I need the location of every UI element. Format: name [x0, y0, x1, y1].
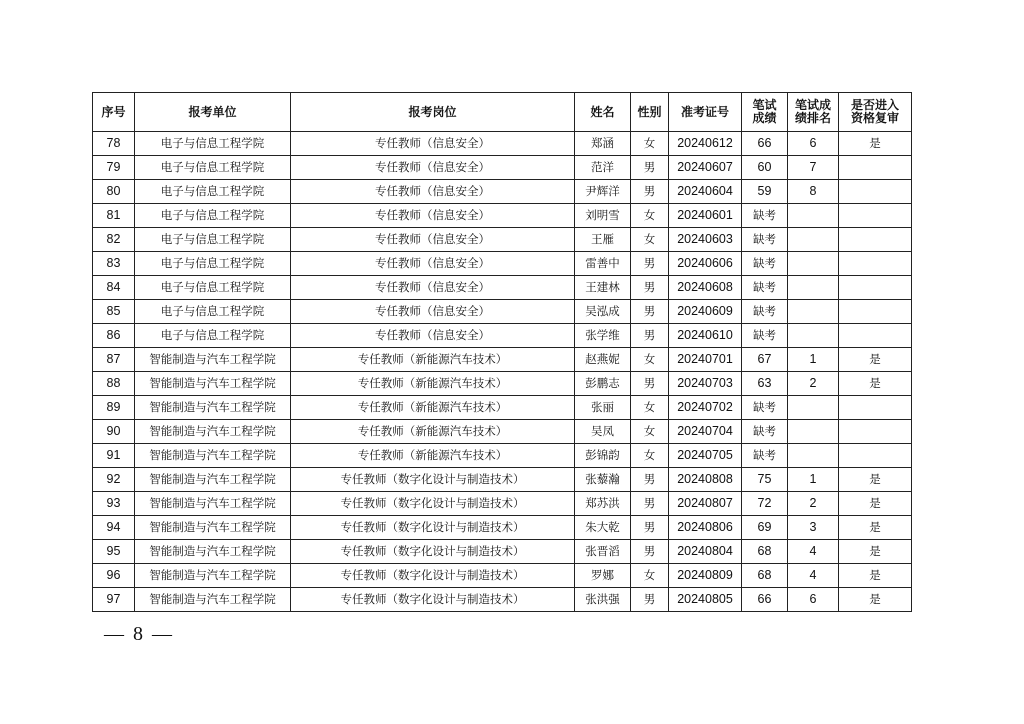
cell-rank [788, 324, 839, 348]
table-row [93, 348, 912, 372]
table-row [93, 276, 912, 300]
cell-no: 92 [93, 468, 135, 492]
cell-gender: 女 [631, 348, 669, 372]
cell-review: 是 [839, 516, 912, 540]
cell-position: 专任教师（信息安全） [291, 132, 575, 156]
cell-no: 83 [93, 252, 135, 276]
header-score-line2: 成绩 [752, 111, 777, 125]
cell-rank: 1 [788, 468, 839, 492]
cell-review: 是 [839, 492, 912, 516]
table-row [93, 540, 912, 564]
header-ticket: 准考证号 [669, 93, 742, 132]
cell-ticket: 20240609 [669, 300, 742, 324]
page-number: — 8 — [104, 623, 174, 645]
cell-score: 68 [742, 564, 788, 588]
cell-name: 吴泓成 [575, 300, 631, 324]
cell-score: 63 [742, 372, 788, 396]
cell-name: 彭鹏志 [575, 372, 631, 396]
cell-ticket: 20240702 [669, 396, 742, 420]
cell-ticket: 20240608 [669, 276, 742, 300]
cell-unit: 电子与信息工程学院 [135, 276, 291, 300]
cell-position: 专任教师（数字化设计与制造技术） [291, 564, 575, 588]
cell-ticket: 20240607 [669, 156, 742, 180]
cell-name: 王建林 [575, 276, 631, 300]
cell-rank: 2 [788, 492, 839, 516]
cell-ticket: 20240610 [669, 324, 742, 348]
cell-rank: 6 [788, 132, 839, 156]
cell-gender: 男 [631, 588, 669, 612]
cell-no: 93 [93, 492, 135, 516]
cell-position: 专任教师（信息安全） [291, 180, 575, 204]
cell-gender: 女 [631, 564, 669, 588]
table-row [93, 396, 912, 420]
cell-ticket: 20240606 [669, 252, 742, 276]
cell-gender: 男 [631, 468, 669, 492]
cell-position: 专任教师（新能源汽车技术） [291, 420, 575, 444]
cell-unit: 智能制造与汽车工程学院 [135, 540, 291, 564]
cell-position: 专任教师（数字化设计与制造技术） [291, 516, 575, 540]
cell-ticket: 20240807 [669, 492, 742, 516]
cell-gender: 男 [631, 252, 669, 276]
cell-review [839, 324, 912, 348]
cell-review [839, 396, 912, 420]
cell-ticket: 20240805 [669, 588, 742, 612]
cell-review [839, 156, 912, 180]
table-row [93, 204, 912, 228]
table-row [93, 252, 912, 276]
cell-unit: 电子与信息工程学院 [135, 156, 291, 180]
cell-score: 缺考 [742, 300, 788, 324]
header-no: 序号 [93, 93, 135, 132]
cell-score: 67 [742, 348, 788, 372]
cell-gender: 男 [631, 276, 669, 300]
cell-score: 缺考 [742, 228, 788, 252]
cell-name: 张晋滔 [575, 540, 631, 564]
cell-rank: 4 [788, 540, 839, 564]
table-row [93, 468, 912, 492]
cell-review [839, 204, 912, 228]
cell-rank [788, 300, 839, 324]
cell-rank: 3 [788, 516, 839, 540]
cell-score: 缺考 [742, 252, 788, 276]
cell-unit: 电子与信息工程学院 [135, 228, 291, 252]
cell-no: 97 [93, 588, 135, 612]
cell-score: 缺考 [742, 444, 788, 468]
cell-ticket: 20240603 [669, 228, 742, 252]
cell-gender: 女 [631, 444, 669, 468]
cell-no: 80 [93, 180, 135, 204]
cell-position: 专任教师（数字化设计与制造技术） [291, 588, 575, 612]
header-rank [788, 93, 839, 132]
cell-score: 66 [742, 132, 788, 156]
cell-rank [788, 228, 839, 252]
cell-gender: 男 [631, 300, 669, 324]
cell-gender: 男 [631, 180, 669, 204]
cell-position: 专任教师（信息安全） [291, 324, 575, 348]
header-rank-line1: 笔试成 [794, 98, 831, 112]
cell-ticket: 20240604 [669, 180, 742, 204]
header-rank-line2: 绩排名 [794, 111, 831, 125]
cell-gender: 女 [631, 132, 669, 156]
cell-unit: 智能制造与汽车工程学院 [135, 468, 291, 492]
cell-unit: 智能制造与汽车工程学院 [135, 372, 291, 396]
cell-review [839, 300, 912, 324]
cell-score: 72 [742, 492, 788, 516]
cell-ticket: 20240703 [669, 372, 742, 396]
cell-ticket: 20240806 [669, 516, 742, 540]
cell-unit: 智能制造与汽车工程学院 [135, 396, 291, 420]
cell-score: 59 [742, 180, 788, 204]
cell-ticket: 20240612 [669, 132, 742, 156]
table-row [93, 300, 912, 324]
cell-rank [788, 444, 839, 468]
table-row [93, 180, 912, 204]
cell-gender: 女 [631, 396, 669, 420]
cell-gender: 男 [631, 540, 669, 564]
header-review [839, 93, 912, 132]
cell-rank [788, 276, 839, 300]
cell-position: 专任教师（数字化设计与制造技术） [291, 468, 575, 492]
cell-rank: 1 [788, 348, 839, 372]
cell-name: 朱大乾 [575, 516, 631, 540]
cell-name: 范洋 [575, 156, 631, 180]
cell-ticket: 20240705 [669, 444, 742, 468]
cell-position: 专任教师（新能源汽车技术） [291, 444, 575, 468]
cell-score: 缺考 [742, 276, 788, 300]
cell-rank: 6 [788, 588, 839, 612]
cell-rank: 2 [788, 372, 839, 396]
cell-unit: 电子与信息工程学院 [135, 252, 291, 276]
cell-name: 吴凤 [575, 420, 631, 444]
cell-review: 是 [839, 372, 912, 396]
cell-review [839, 180, 912, 204]
cell-review: 是 [839, 564, 912, 588]
cell-gender: 女 [631, 204, 669, 228]
cell-score: 缺考 [742, 420, 788, 444]
cell-unit: 智能制造与汽车工程学院 [135, 516, 291, 540]
cell-position: 专任教师（信息安全） [291, 276, 575, 300]
cell-unit: 智能制造与汽车工程学院 [135, 588, 291, 612]
cell-ticket: 20240804 [669, 540, 742, 564]
cell-no: 86 [93, 324, 135, 348]
cell-unit: 智能制造与汽车工程学院 [135, 492, 291, 516]
cell-name: 王雁 [575, 228, 631, 252]
cell-no: 79 [93, 156, 135, 180]
cell-position: 专任教师（数字化设计与制造技术） [291, 540, 575, 564]
cell-review [839, 228, 912, 252]
cell-gender: 男 [631, 372, 669, 396]
cell-unit: 电子与信息工程学院 [135, 204, 291, 228]
cell-rank: 4 [788, 564, 839, 588]
cell-review [839, 276, 912, 300]
cell-rank [788, 204, 839, 228]
cell-no: 81 [93, 204, 135, 228]
cell-name: 尹辉洋 [575, 180, 631, 204]
cell-no: 89 [93, 396, 135, 420]
cell-review: 是 [839, 468, 912, 492]
table-row [93, 132, 912, 156]
cell-position: 专任教师（信息安全） [291, 252, 575, 276]
cell-name: 张学维 [575, 324, 631, 348]
cell-review: 是 [839, 132, 912, 156]
table-row [93, 516, 912, 540]
header-unit: 报考单位 [135, 93, 291, 132]
table-row [93, 420, 912, 444]
table-row [93, 324, 912, 348]
cell-rank: 8 [788, 180, 839, 204]
header-review-line1: 是否进入 [850, 98, 899, 112]
cell-name: 郑涵 [575, 132, 631, 156]
cell-ticket: 20240809 [669, 564, 742, 588]
cell-unit: 智能制造与汽车工程学院 [135, 444, 291, 468]
cell-unit: 电子与信息工程学院 [135, 132, 291, 156]
table-row [93, 444, 912, 468]
header-row [93, 93, 912, 132]
cell-unit: 智能制造与汽车工程学院 [135, 564, 291, 588]
table-row [93, 564, 912, 588]
table-row [93, 492, 912, 516]
cell-review [839, 420, 912, 444]
cell-name: 赵燕妮 [575, 348, 631, 372]
cell-no: 94 [93, 516, 135, 540]
cell-unit: 电子与信息工程学院 [135, 300, 291, 324]
header-review-line2: 资格复审 [850, 111, 899, 125]
table-row [93, 372, 912, 396]
cell-no: 88 [93, 372, 135, 396]
table-body [93, 132, 912, 612]
cell-score: 缺考 [742, 396, 788, 420]
results-table [92, 92, 912, 612]
cell-no: 95 [93, 540, 135, 564]
cell-gender: 女 [631, 228, 669, 252]
table-row [93, 588, 912, 612]
cell-review [839, 444, 912, 468]
cell-no: 96 [93, 564, 135, 588]
cell-score: 缺考 [742, 324, 788, 348]
cell-unit: 智能制造与汽车工程学院 [135, 348, 291, 372]
header-name: 姓名 [575, 93, 631, 132]
header-position: 报考岗位 [291, 93, 575, 132]
cell-review: 是 [839, 348, 912, 372]
cell-no: 84 [93, 276, 135, 300]
cell-no: 87 [93, 348, 135, 372]
cell-position: 专任教师（信息安全） [291, 228, 575, 252]
cell-gender: 男 [631, 492, 669, 516]
cell-name: 张丽 [575, 396, 631, 420]
cell-gender: 男 [631, 324, 669, 348]
cell-position: 专任教师（新能源汽车技术） [291, 372, 575, 396]
cell-position: 专任教师（信息安全） [291, 156, 575, 180]
cell-position: 专任教师（新能源汽车技术） [291, 348, 575, 372]
cell-unit: 智能制造与汽车工程学院 [135, 420, 291, 444]
cell-no: 90 [93, 420, 135, 444]
cell-gender: 女 [631, 420, 669, 444]
header-score-line1: 笔试 [752, 98, 777, 112]
cell-unit: 电子与信息工程学院 [135, 180, 291, 204]
cell-review: 是 [839, 588, 912, 612]
cell-name: 张藜瀚 [575, 468, 631, 492]
cell-rank [788, 252, 839, 276]
cell-name: 刘明雪 [575, 204, 631, 228]
cell-position: 专任教师（数字化设计与制造技术） [291, 492, 575, 516]
cell-rank: 7 [788, 156, 839, 180]
header-gender: 性别 [631, 93, 669, 132]
cell-name: 罗娜 [575, 564, 631, 588]
cell-score: 缺考 [742, 204, 788, 228]
header-score [742, 93, 788, 132]
cell-unit: 电子与信息工程学院 [135, 324, 291, 348]
cell-ticket: 20240601 [669, 204, 742, 228]
cell-review: 是 [839, 540, 912, 564]
cell-no: 82 [93, 228, 135, 252]
cell-no: 85 [93, 300, 135, 324]
cell-score: 60 [742, 156, 788, 180]
cell-position: 专任教师（新能源汽车技术） [291, 396, 575, 420]
cell-score: 68 [742, 540, 788, 564]
cell-gender: 男 [631, 156, 669, 180]
cell-ticket: 20240701 [669, 348, 742, 372]
cell-ticket: 20240808 [669, 468, 742, 492]
cell-name: 张洪强 [575, 588, 631, 612]
cell-score: 75 [742, 468, 788, 492]
cell-name: 郑苏洪 [575, 492, 631, 516]
cell-position: 专任教师（信息安全） [291, 204, 575, 228]
cell-gender: 男 [631, 516, 669, 540]
cell-name: 雷善中 [575, 252, 631, 276]
cell-ticket: 20240704 [669, 420, 742, 444]
cell-score: 66 [742, 588, 788, 612]
cell-no: 91 [93, 444, 135, 468]
cell-rank [788, 420, 839, 444]
table-row [93, 228, 912, 252]
cell-review [839, 252, 912, 276]
table-row [93, 156, 912, 180]
cell-rank [788, 396, 839, 420]
cell-score: 69 [742, 516, 788, 540]
cell-name: 彭锦韵 [575, 444, 631, 468]
cell-no: 78 [93, 132, 135, 156]
table-header [93, 93, 912, 132]
cell-position: 专任教师（信息安全） [291, 300, 575, 324]
